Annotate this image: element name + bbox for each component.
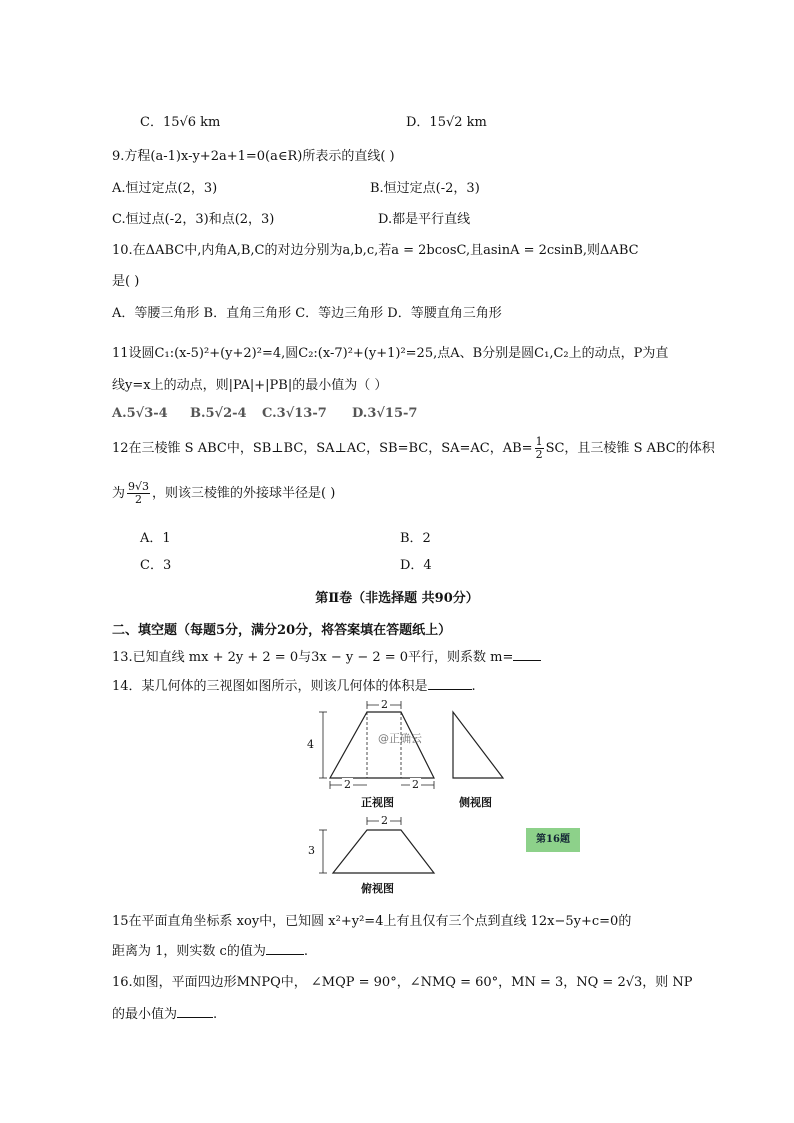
q12-fraction — [535, 436, 544, 461]
q12-stem-part-b: SC，且三棱锥 S ABC的体积 — [545, 441, 715, 456]
q12-stem2-prefix: 为 — [112, 486, 126, 501]
q12-stem — [112, 436, 715, 461]
q12-option-a: A．1 — [140, 531, 171, 546]
top-height-dim-label: 3 — [308, 844, 315, 857]
fraction-numerator: 1 — [535, 435, 543, 448]
q11-stem-cont: 线y=x上的动点，则|PA|+|PB|的最小值为（ ） — [112, 378, 388, 393]
q16-answer-blank — [177, 1007, 213, 1018]
q10-options: A．等腰三角形 B．直角三角形 C．等边三角形 D．等腰直角三角形 — [112, 306, 502, 321]
side-view — [453, 712, 503, 778]
q11-option-c: C.3√13-7 — [262, 406, 327, 421]
q10-stem-cont: 是( ) — [112, 274, 140, 289]
q12-stem-cont — [112, 481, 335, 506]
q11-option-b: B.5√2-4 — [190, 406, 247, 421]
question-badge: 第16题 — [526, 828, 580, 852]
q9-stem: 9.方程(a-1)x-y+2a+1=0(a∈R)所表示的直线( ) — [112, 149, 395, 164]
q13-stem — [112, 646, 541, 665]
front-right-dim-label: 2 — [412, 778, 419, 791]
q13-answer-blank — [513, 650, 541, 661]
q8-option-d: D．15√2 km — [406, 115, 487, 130]
q12-stem-part-a: 12在三棱锥 S ABC中，SB⊥BC，SA⊥AC，SB=BC，SA=AC，AB= — [112, 441, 533, 456]
q11-option-a: A.5√3-4 — [112, 406, 168, 421]
q12-option-b: B．2 — [400, 531, 431, 546]
q9-option-c: C.恒过点(-2，3)和点(2，3) — [112, 212, 275, 227]
q15-stem-cont: 距离为 1，则实数 c的值为 . — [112, 944, 308, 959]
q11-option-d: D.3√15-7 — [352, 406, 418, 421]
q12-option-d: D．4 — [400, 558, 432, 573]
part2-title: 第Ⅱ卷（非选择题 共90分） — [315, 591, 479, 606]
side-view-label: 侧视图 — [459, 796, 492, 809]
section2-title: 二、填空题（每题5分，满分20分，将答案填在答题纸上） — [112, 623, 452, 638]
q8-option-c: C．15√6 km — [140, 115, 221, 130]
q16-stem: 16.如图，平面四边形MNPQ中， ∠MQP = 90°，∠NMQ = 60°，MN = 3，NQ = 2√3，则 NP — [112, 975, 693, 990]
q15-text: 距离为 1，则实数 c的值为 — [112, 944, 266, 959]
q9-option-a: A.恒过定点(2，3) — [112, 181, 218, 196]
front-height-dim-label: 4 — [307, 738, 314, 751]
q16-stem-cont: 的最小值为 . — [112, 1007, 218, 1022]
top-top-dim-label: 2 — [381, 814, 388, 827]
front-view-label: 正视图 — [361, 796, 394, 809]
q9-option-b: B.恒过定点(-2，3) — [370, 181, 480, 196]
q14-answer-blank — [428, 679, 472, 690]
q14-text: 14．某几何体的三视图如图所示，则该几何体的体积是 — [112, 679, 428, 694]
top-view-label: 俯视图 — [361, 882, 394, 895]
fraction-denominator: 2 — [535, 448, 543, 461]
q12-stem2-suffix: ，则该三棱锥的外接球半径是( ) — [152, 486, 336, 501]
q14-stem: 14．某几何体的三视图如图所示，则该几何体的体积是 . — [112, 679, 476, 694]
q12-option-c: C．3 — [140, 558, 172, 573]
top-view — [319, 817, 434, 873]
q15-stem: 15在平面直角坐标系 xoy中，已知圆 x²+y²=4上有且仅有三个点到直线 12x−5y+c=0的 — [112, 914, 632, 929]
q16-text: 的最小值为 — [112, 1007, 178, 1022]
q12-volume-fraction — [127, 481, 150, 506]
volume-denominator: 2 — [135, 493, 143, 506]
watermark: @正确云 — [378, 732, 422, 745]
q9-option-d: D.都是平行直线 — [378, 212, 471, 227]
q13-text: 13.已知直线 mx + 2y + 2 = 0与3x − y − 2 = 0平行，则系数 m= — [112, 650, 514, 665]
volume-numerator: 9√3 — [128, 480, 150, 493]
q15-answer-blank — [266, 944, 304, 955]
q11-stem: 11设圆C₁:(x-5)²+(y+2)²=4,圆C₂:(x-7)²+(y+1)²=25,点A、B分别是圆C₁,C₂上的动点，P为直 — [112, 346, 669, 361]
front-top-dim-label: 2 — [381, 698, 388, 711]
q10-stem: 10.在ΔABC中,内角A,B,C的对边分别为a,b,c,若a = 2bcosC,且asinA = 2csinB,则ΔABC — [112, 243, 639, 258]
front-left-dim-label: 2 — [344, 778, 351, 791]
